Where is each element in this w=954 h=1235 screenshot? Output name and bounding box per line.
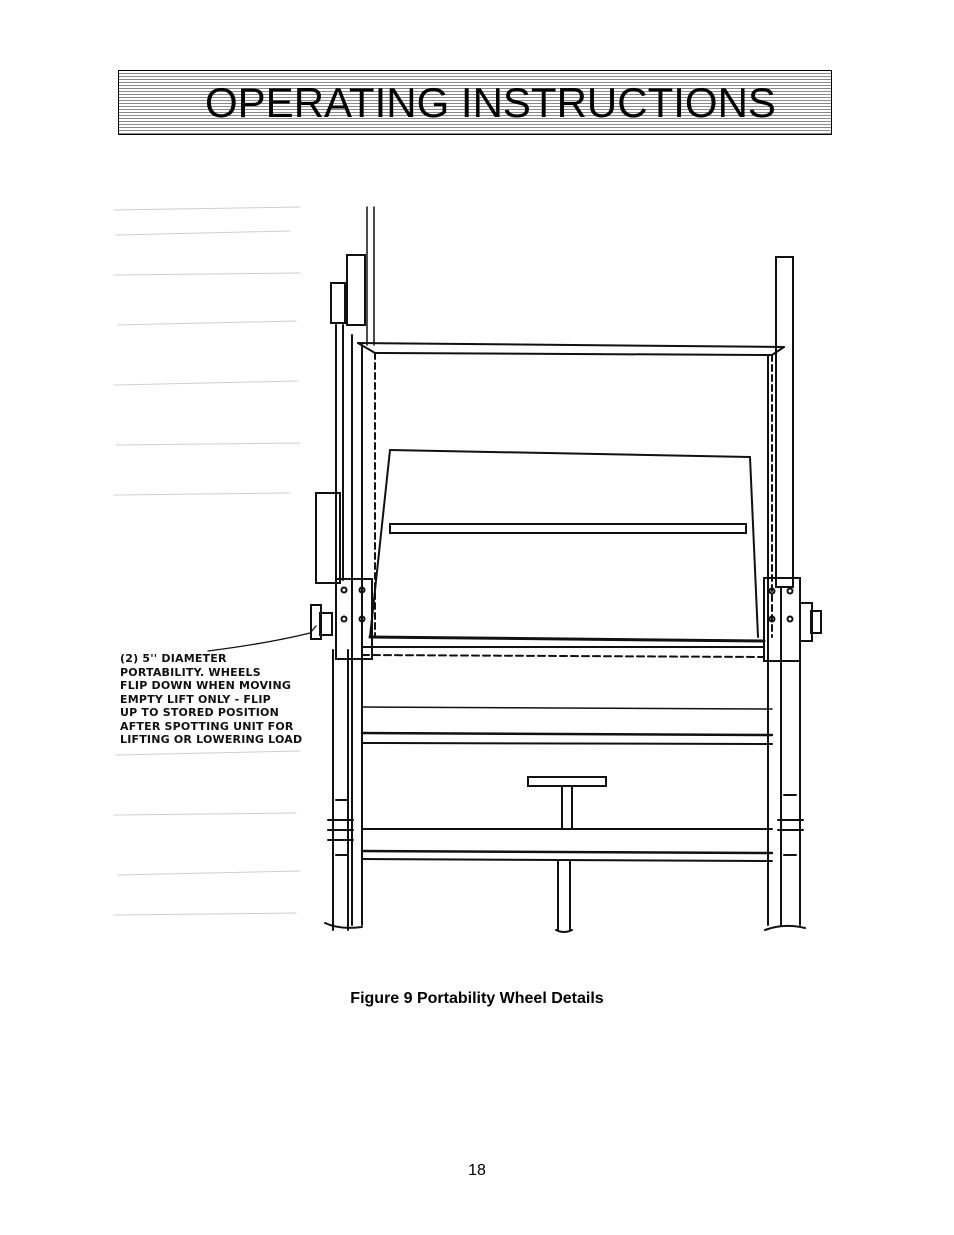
callout-line: UP TO STORED POSITION (120, 706, 280, 719)
figure-caption: Figure 9 Portability Wheel Details (350, 990, 604, 1007)
page-title-banner (118, 70, 832, 135)
handle (528, 777, 606, 932)
callout-line: (2) 5'' DIAMETER (120, 652, 227, 665)
page-title: OPERATING INSTRUCTIONS (205, 79, 776, 126)
callout-line: FLIP DOWN WHEN MOVING (120, 679, 292, 692)
left-mast (311, 207, 374, 930)
page-number: 18 (468, 1162, 486, 1179)
scan-smudge (114, 207, 300, 915)
lift-frame-drawing (100, 195, 840, 955)
back-panel (358, 343, 784, 637)
portability-wheel-figure (100, 195, 840, 955)
callout-line: AFTER SPOTTING UNIT FOR (120, 719, 294, 733)
callout-line: PORTABILITY. WHEELS (120, 665, 261, 679)
cross-members (362, 707, 772, 861)
platform (362, 450, 764, 657)
callout-line: EMPTY LIFT ONLY - FLIP (120, 692, 271, 706)
wheel-callout (120, 652, 340, 747)
callout-leader-line (208, 626, 316, 651)
callout-line: LIFTING OR LOWERING LOAD (120, 733, 303, 746)
